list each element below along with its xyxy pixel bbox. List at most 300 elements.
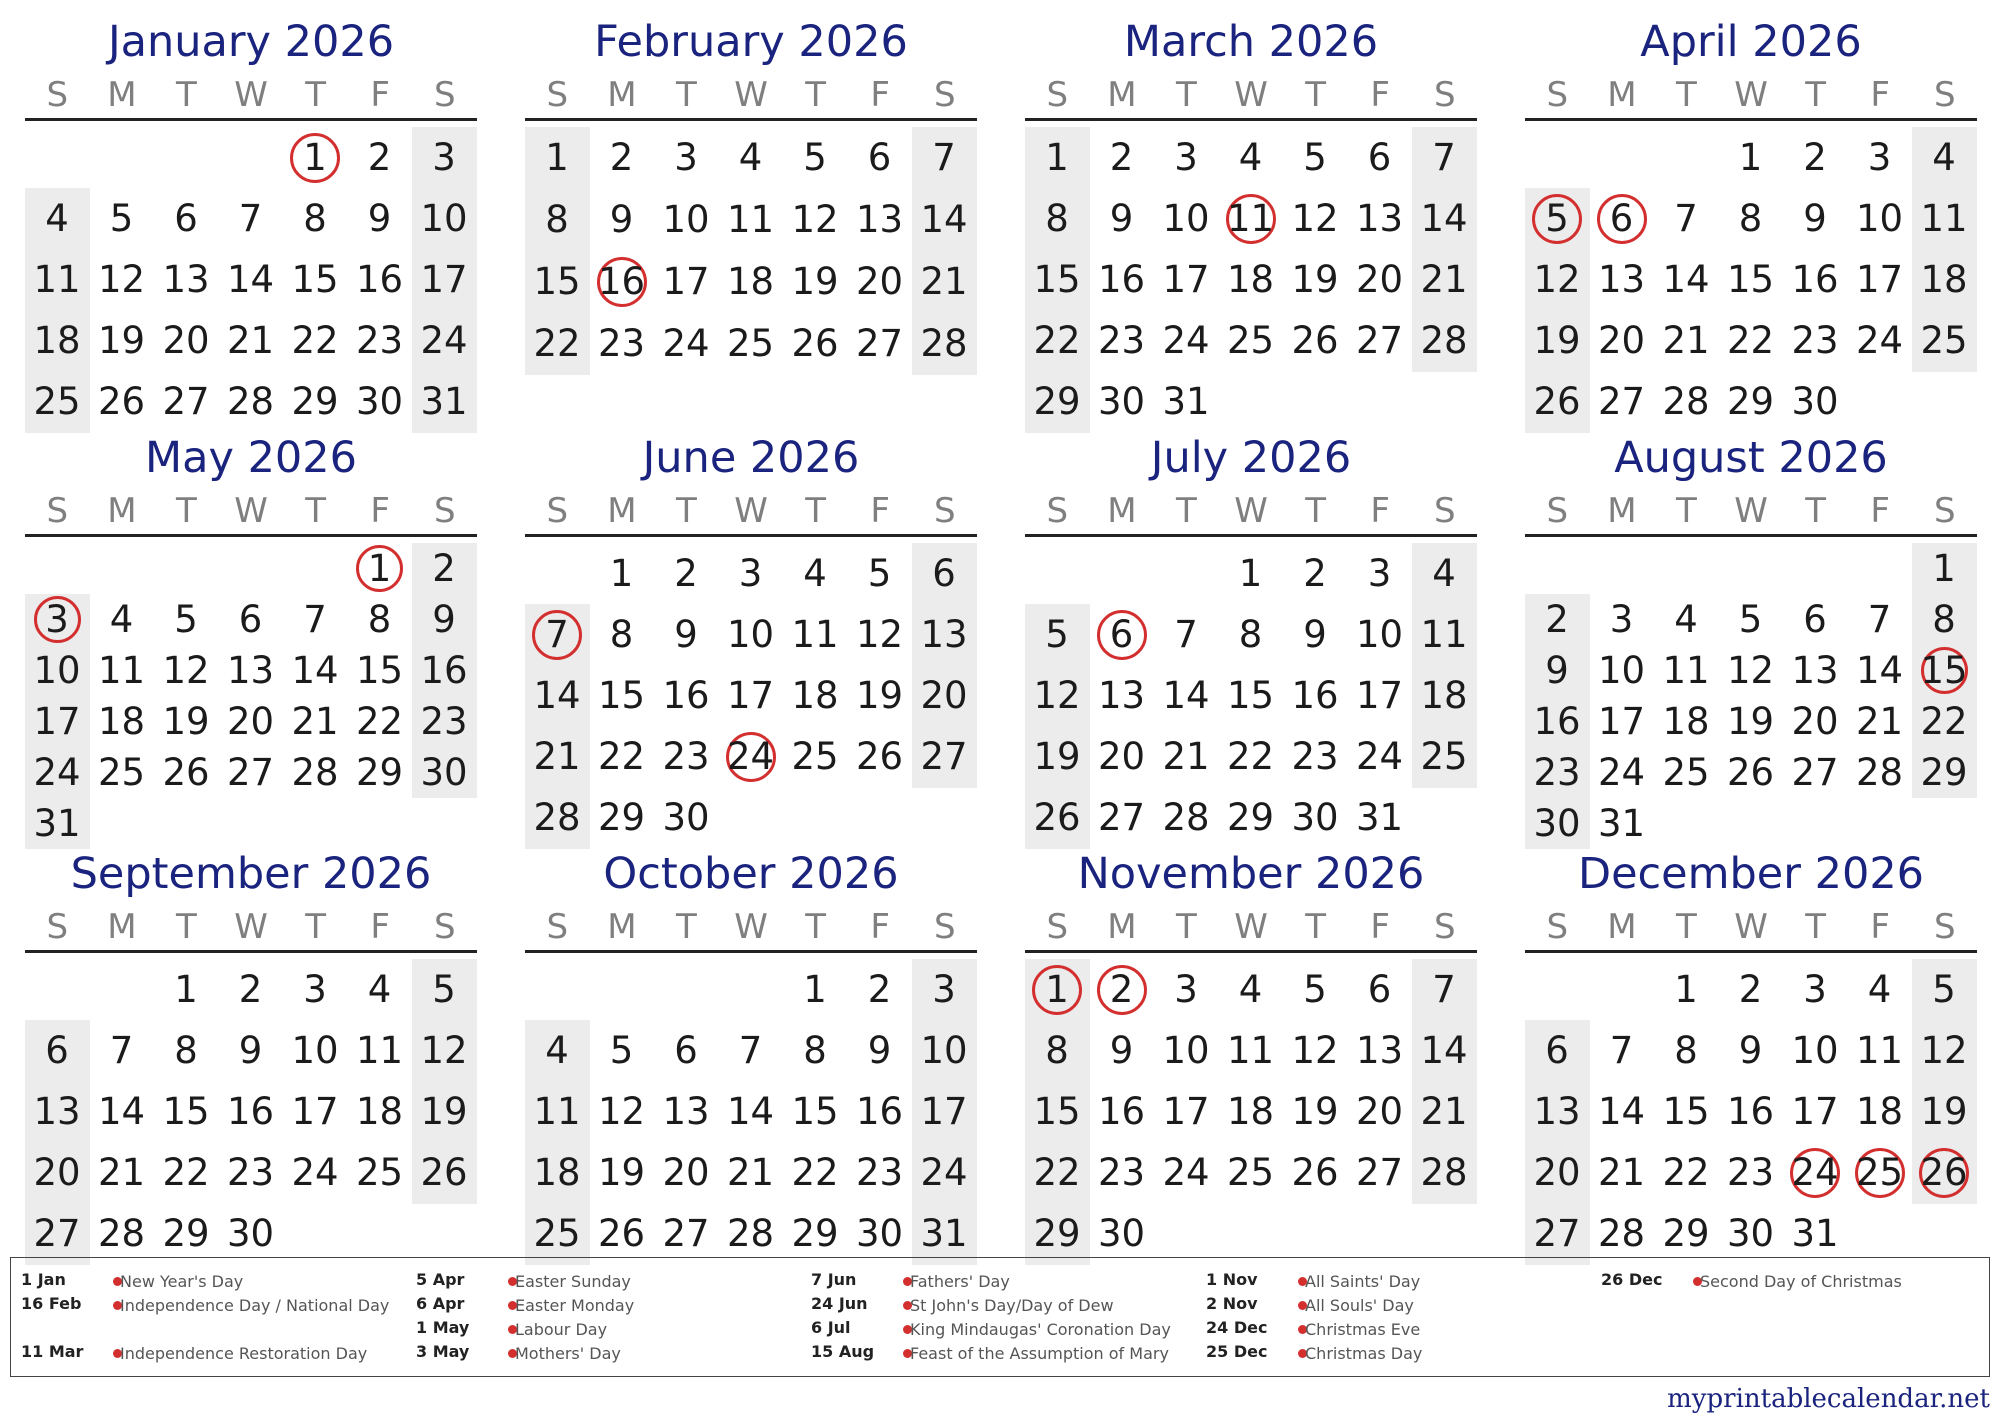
weekday-label: T bbox=[805, 907, 826, 947]
day-cell: 24 bbox=[1597, 750, 1646, 794]
day-cell: 17 bbox=[726, 674, 775, 717]
day-cell: 12 bbox=[1033, 674, 1081, 717]
day-cell: 22 bbox=[1033, 1151, 1081, 1195]
day-cell: 20 bbox=[1597, 319, 1646, 363]
day-cell: 26 bbox=[791, 322, 839, 365]
day-cell: 17 bbox=[920, 1090, 968, 1133]
day-cell: 13 bbox=[1355, 196, 1404, 240]
day-cell: 16 bbox=[1291, 674, 1339, 717]
day-cell: 28 bbox=[291, 750, 339, 794]
day-cell: 13 bbox=[162, 258, 210, 301]
day-cell: 15 bbox=[291, 258, 339, 301]
weekday-header bbox=[525, 488, 977, 534]
day-cell: 26 bbox=[420, 1151, 468, 1195]
month-title: April 2026 bbox=[1640, 17, 1862, 67]
legend-item bbox=[406, 1342, 796, 1366]
weekday-label: T bbox=[1676, 75, 1697, 115]
day-cell: 13 bbox=[226, 648, 275, 692]
day-cell: 10 bbox=[1355, 612, 1404, 656]
day-cell: 21 bbox=[920, 260, 968, 303]
day-cell: 6 bbox=[867, 136, 892, 179]
day-cell: 12 bbox=[1726, 648, 1775, 692]
weekday-label: W bbox=[1234, 75, 1268, 115]
month-days bbox=[525, 121, 977, 379]
day-cell: 27 bbox=[920, 735, 968, 779]
day-cell: 3 bbox=[1867, 135, 1892, 179]
legend-holiday-name: All Souls' Day bbox=[1305, 1296, 1414, 1315]
day-cell: 11 bbox=[33, 258, 81, 301]
weekday-label: F bbox=[1870, 491, 1890, 531]
day-cell: 12 bbox=[855, 612, 904, 656]
weekday-label: M bbox=[1107, 75, 1137, 115]
day-cell: 28 bbox=[1420, 319, 1468, 363]
day-cell: 1 bbox=[1738, 135, 1763, 179]
day-cell: 14 bbox=[226, 258, 275, 301]
day-cell: 1 bbox=[803, 967, 827, 1011]
weekday-label: T bbox=[1805, 75, 1826, 115]
legend-date: 25 Dec bbox=[1206, 1342, 1268, 1361]
weekday-label: T bbox=[176, 491, 197, 531]
month-days bbox=[25, 121, 477, 437]
day-cell: 25 bbox=[791, 735, 839, 779]
weekday-label: S bbox=[46, 491, 69, 531]
day-cell: 21 bbox=[726, 1151, 775, 1195]
day-cell: 28 bbox=[533, 796, 581, 840]
day-cell: 29 bbox=[291, 380, 339, 424]
day-cell: 4 bbox=[1674, 597, 1698, 641]
day-cell: 14 bbox=[1162, 674, 1210, 717]
legend-date: 5 Apr bbox=[416, 1270, 465, 1289]
day-cell: 1 bbox=[609, 551, 634, 595]
legend-item bbox=[406, 1318, 796, 1342]
weekday-label: S bbox=[433, 491, 456, 531]
weekday-label: F bbox=[1870, 75, 1890, 115]
day-cell: 25 bbox=[1226, 319, 1275, 363]
weekday-label: M bbox=[107, 491, 137, 531]
legend-holiday-name: Easter Monday bbox=[515, 1296, 635, 1315]
day-cell: 16 bbox=[1097, 258, 1146, 301]
day-cell: 3 bbox=[1174, 135, 1198, 179]
day-cell: 30 bbox=[1726, 1212, 1775, 1256]
day-cell: 22 bbox=[1726, 319, 1775, 363]
day-cell: 25 bbox=[355, 1151, 404, 1195]
day-cell: 15 bbox=[1226, 674, 1275, 717]
day-cell: 9 bbox=[867, 1028, 892, 1072]
weekday-header bbox=[1525, 904, 1977, 950]
day-cell: 5 bbox=[803, 136, 827, 179]
day-cell: 17 bbox=[1162, 258, 1210, 301]
day-cell: 3 bbox=[1803, 967, 1827, 1011]
day-cell: 4 bbox=[109, 597, 134, 641]
day-cell: 13 bbox=[1533, 1090, 1581, 1133]
day-cell: 8 bbox=[367, 597, 392, 641]
weekday-header bbox=[525, 904, 977, 950]
day-cell: 31 bbox=[920, 1212, 968, 1256]
day-cell: 5 bbox=[174, 597, 198, 641]
day-cell: 9 bbox=[1109, 196, 1134, 240]
day-cell: 29 bbox=[1033, 1212, 1081, 1256]
day-cell: 17 bbox=[1791, 1090, 1839, 1133]
weekday-header bbox=[25, 72, 477, 118]
day-cell: 12 bbox=[97, 258, 146, 301]
month-days bbox=[25, 537, 477, 853]
day-cell: 17 bbox=[1162, 1090, 1210, 1133]
day-cell: 13 bbox=[855, 198, 904, 241]
day-cell: 3 bbox=[1609, 597, 1634, 641]
day-cell: 27 bbox=[226, 750, 275, 794]
weekday-label: M bbox=[107, 75, 137, 115]
day-cell: 4 bbox=[803, 551, 827, 595]
day-cell: 22 bbox=[1662, 1151, 1710, 1195]
legend-holiday-name: Easter Sunday bbox=[515, 1272, 631, 1291]
day-cell: 18 bbox=[533, 1151, 581, 1195]
day-cell: 29 bbox=[1662, 1212, 1710, 1256]
day-cell: 13 bbox=[33, 1090, 81, 1133]
legend-holiday-name: Labour Day bbox=[515, 1320, 608, 1339]
weekday-label: M bbox=[607, 491, 637, 531]
weekday-label: S bbox=[1046, 75, 1069, 115]
day-cell: 16 bbox=[662, 674, 710, 717]
day-cell: 14 bbox=[1855, 648, 1904, 692]
weekday-label: S bbox=[46, 907, 69, 947]
day-cell: 19 bbox=[855, 674, 904, 717]
day-cell: 18 bbox=[355, 1090, 404, 1133]
legend-holiday-name: Christmas Eve bbox=[1305, 1320, 1421, 1339]
day-cell: 9 bbox=[432, 597, 456, 641]
day-cell: 25 bbox=[726, 322, 775, 365]
day-cell: 26 bbox=[1291, 319, 1339, 363]
day-cell: 31 bbox=[1355, 796, 1404, 840]
day-cell: 14 bbox=[1597, 1090, 1646, 1133]
day-cell: 7 bbox=[1432, 135, 1456, 179]
day-cell: 13 bbox=[920, 612, 968, 656]
day-cell: 27 bbox=[1097, 796, 1146, 840]
day-cell: 16 bbox=[1533, 699, 1581, 743]
day-cell: 22 bbox=[597, 735, 646, 779]
weekday-label: T bbox=[305, 75, 326, 115]
legend-date: 6 Jul bbox=[811, 1318, 851, 1337]
day-cell: 10 bbox=[1162, 1028, 1210, 1072]
day-cell: 9 bbox=[1803, 196, 1827, 240]
day-cell: 4 bbox=[367, 967, 392, 1011]
weekday-label: T bbox=[1176, 491, 1197, 531]
day-cell: 8 bbox=[1674, 1028, 1698, 1072]
weekday-label: T bbox=[1305, 491, 1326, 531]
day-cell: 9 bbox=[1738, 1028, 1763, 1072]
day-cell: 10 bbox=[1597, 648, 1646, 692]
day-cell: 25 bbox=[1920, 319, 1968, 363]
day-cell: 15 bbox=[1920, 648, 1968, 692]
day-cell: 19 bbox=[420, 1090, 468, 1133]
day-cell: 17 bbox=[33, 699, 81, 743]
day-cell: 26 bbox=[1533, 380, 1581, 424]
day-cell: 26 bbox=[1291, 1151, 1339, 1195]
weekday-label: S bbox=[1933, 75, 1956, 115]
day-cell: 19 bbox=[791, 260, 839, 303]
day-cell: 24 bbox=[662, 322, 710, 365]
day-cell: 9 bbox=[1109, 1028, 1134, 1072]
weekday-label: T bbox=[1305, 907, 1326, 947]
day-cell: 12 bbox=[1291, 1028, 1339, 1072]
day-cell: 29 bbox=[791, 1212, 839, 1256]
day-cell: 14 bbox=[533, 674, 581, 717]
legend-holiday-name: New Year's Day bbox=[120, 1272, 244, 1291]
day-cell: 10 bbox=[420, 196, 468, 240]
weekday-label: M bbox=[607, 907, 637, 947]
day-cell: 21 bbox=[1597, 1151, 1646, 1195]
day-cell: 28 bbox=[1855, 750, 1904, 794]
month-title: December 2026 bbox=[1577, 849, 1925, 899]
day-cell: 3 bbox=[45, 597, 69, 641]
month-title: October 2026 bbox=[603, 849, 899, 899]
day-cell: 27 bbox=[855, 322, 904, 365]
legend-date: 3 May bbox=[416, 1342, 470, 1361]
month-title: May 2026 bbox=[145, 433, 357, 483]
legend-holiday-name: King Mindaugas' Coronation Day bbox=[910, 1320, 1171, 1339]
legend-holiday-name: Second Day of Christmas bbox=[1700, 1272, 1902, 1291]
day-cell: 6 bbox=[45, 1028, 69, 1072]
day-cell: 1 bbox=[367, 546, 392, 590]
day-cell: 27 bbox=[1355, 319, 1404, 363]
day-cell: 24 bbox=[1791, 1151, 1839, 1195]
day-cell: 24 bbox=[291, 1151, 339, 1195]
weekday-label: S bbox=[1546, 491, 1569, 531]
weekday-label: F bbox=[1370, 75, 1390, 115]
day-cell: 21 bbox=[533, 735, 581, 779]
legend-holiday-name: Independence Day / National Day bbox=[120, 1296, 390, 1315]
day-cell: 20 bbox=[33, 1151, 81, 1195]
month-days bbox=[525, 537, 977, 853]
day-cell: 6 bbox=[1803, 597, 1827, 641]
day-cell: 18 bbox=[33, 319, 81, 363]
day-cell: 3 bbox=[1174, 967, 1198, 1011]
day-cell: 25 bbox=[1662, 750, 1710, 794]
legend-item bbox=[1196, 1318, 1586, 1342]
day-cell: 12 bbox=[1533, 258, 1581, 301]
legend-item bbox=[801, 1294, 1191, 1318]
day-cell: 27 bbox=[1533, 1212, 1581, 1256]
legend-date: 1 Nov bbox=[1206, 1270, 1258, 1289]
weekday-label: S bbox=[1046, 491, 1069, 531]
day-cell: 24 bbox=[420, 319, 468, 363]
month-days bbox=[1025, 953, 1477, 1269]
day-cell: 14 bbox=[726, 1090, 775, 1133]
day-cell: 21 bbox=[1420, 258, 1468, 301]
day-cell: 20 bbox=[1355, 1090, 1404, 1133]
day-cell: 30 bbox=[1291, 796, 1339, 840]
day-cell: 10 bbox=[920, 1028, 968, 1072]
day-cell: 26 bbox=[597, 1212, 646, 1256]
day-cell: 28 bbox=[226, 380, 275, 424]
legend-item bbox=[1591, 1270, 1981, 1294]
weekday-label: W bbox=[734, 907, 768, 947]
weekday-label: W bbox=[734, 75, 768, 115]
day-cell: 6 bbox=[1609, 196, 1634, 240]
month-title: January 2026 bbox=[107, 17, 395, 67]
day-cell: 10 bbox=[1791, 1028, 1839, 1072]
month-days bbox=[1025, 121, 1477, 437]
day-cell: 8 bbox=[1738, 196, 1763, 240]
day-cell: 20 bbox=[226, 699, 275, 743]
day-cell: 2 bbox=[1738, 967, 1763, 1011]
day-cell: 16 bbox=[226, 1090, 275, 1133]
day-cell: 18 bbox=[1226, 258, 1275, 301]
day-cell: 25 bbox=[1226, 1151, 1275, 1195]
day-cell: 3 bbox=[738, 551, 763, 595]
day-cell: 2 bbox=[1303, 551, 1327, 595]
day-cell: 11 bbox=[1855, 1028, 1904, 1072]
weekday-label: S bbox=[1933, 907, 1956, 947]
day-cell: 18 bbox=[1855, 1090, 1904, 1133]
month-title: June 2026 bbox=[642, 433, 860, 483]
day-cell: 18 bbox=[791, 674, 839, 717]
day-cell: 30 bbox=[1791, 380, 1839, 424]
legend-date: 2 Nov bbox=[1206, 1294, 1258, 1313]
day-cell: 4 bbox=[1238, 135, 1263, 179]
day-cell: 26 bbox=[1033, 796, 1081, 840]
day-cell: 7 bbox=[109, 1028, 134, 1072]
day-cell: 23 bbox=[1097, 1151, 1146, 1195]
weekday-label: M bbox=[1607, 75, 1637, 115]
day-cell: 21 bbox=[1662, 319, 1710, 363]
month-title: February 2026 bbox=[594, 17, 908, 67]
day-cell: 10 bbox=[1855, 196, 1904, 240]
weekday-label: T bbox=[305, 491, 326, 531]
day-cell: 22 bbox=[1226, 735, 1275, 779]
day-cell: 1 bbox=[1045, 135, 1069, 179]
day-cell: 4 bbox=[1932, 135, 1956, 179]
day-cell: 23 bbox=[1291, 735, 1339, 779]
weekday-label: T bbox=[805, 491, 826, 531]
day-cell: 2 bbox=[674, 551, 698, 595]
day-cell: 8 bbox=[803, 1028, 827, 1072]
day-cell: 12 bbox=[1291, 196, 1339, 240]
day-cell: 12 bbox=[162, 648, 210, 692]
day-cell: 30 bbox=[1533, 801, 1581, 845]
day-cell: 19 bbox=[97, 319, 146, 363]
day-cell: 7 bbox=[545, 612, 569, 656]
day-cell: 5 bbox=[609, 1028, 634, 1072]
weekday-label: T bbox=[176, 907, 197, 947]
day-cell: 29 bbox=[162, 1212, 210, 1256]
day-cell: 28 bbox=[1662, 380, 1710, 424]
weekday-label: F bbox=[1370, 907, 1390, 947]
day-cell: 4 bbox=[1432, 551, 1456, 595]
day-cell: 25 bbox=[97, 750, 146, 794]
legend-item bbox=[801, 1270, 1191, 1294]
day-cell: 28 bbox=[1162, 796, 1210, 840]
day-cell: 28 bbox=[97, 1212, 146, 1256]
day-cell: 23 bbox=[355, 319, 404, 363]
day-cell: 17 bbox=[291, 1090, 339, 1133]
weekday-label: S bbox=[546, 907, 569, 947]
day-cell: 27 bbox=[1355, 1151, 1404, 1195]
day-cell: 3 bbox=[432, 135, 456, 179]
weekday-label: W bbox=[1734, 907, 1768, 947]
day-cell: 24 bbox=[33, 750, 81, 794]
day-cell: 23 bbox=[1726, 1151, 1775, 1195]
day-cell: 27 bbox=[662, 1212, 710, 1256]
day-cell: 12 bbox=[420, 1028, 468, 1072]
day-cell: 19 bbox=[1533, 319, 1581, 363]
weekday-label: S bbox=[1933, 491, 1956, 531]
weekday-label: T bbox=[1676, 491, 1697, 531]
day-cell: 26 bbox=[1726, 750, 1775, 794]
weekday-label: T bbox=[1305, 75, 1326, 115]
day-cell: 4 bbox=[545, 1028, 569, 1072]
day-cell: 28 bbox=[726, 1212, 775, 1256]
day-cell: 3 bbox=[303, 967, 327, 1011]
legend-item bbox=[801, 1318, 1191, 1342]
weekday-label: F bbox=[1870, 907, 1890, 947]
day-cell: 18 bbox=[97, 699, 146, 743]
day-cell: 9 bbox=[674, 612, 698, 656]
day-cell: 11 bbox=[355, 1028, 404, 1072]
legend-holiday-name: Independence Restoration Day bbox=[120, 1344, 368, 1363]
legend-item bbox=[11, 1342, 401, 1366]
day-cell: 25 bbox=[1420, 735, 1468, 779]
day-cell: 17 bbox=[1855, 258, 1904, 301]
day-cell: 19 bbox=[1291, 258, 1339, 301]
day-cell: 30 bbox=[226, 1212, 275, 1256]
day-cell: 6 bbox=[1367, 135, 1392, 179]
day-cell: 13 bbox=[1097, 674, 1146, 717]
day-cell: 17 bbox=[1355, 674, 1404, 717]
day-cell: 23 bbox=[662, 735, 710, 779]
weekday-label: S bbox=[433, 75, 456, 115]
day-cell: 13 bbox=[1597, 258, 1646, 301]
day-cell: 19 bbox=[597, 1151, 646, 1195]
day-cell: 19 bbox=[162, 699, 210, 743]
weekday-label: W bbox=[1734, 75, 1768, 115]
weekday-header bbox=[525, 72, 977, 118]
weekday-label: F bbox=[370, 75, 390, 115]
weekday-label: W bbox=[234, 491, 268, 531]
day-cell: 8 bbox=[1045, 1028, 1069, 1072]
day-cell: 24 bbox=[1855, 319, 1904, 363]
legend-column bbox=[406, 1258, 796, 1378]
day-cell: 1 bbox=[545, 136, 569, 179]
holiday-legend bbox=[10, 1257, 1990, 1377]
day-cell: 7 bbox=[1609, 1028, 1634, 1072]
weekday-label: S bbox=[46, 75, 69, 115]
day-cell: 30 bbox=[355, 380, 404, 424]
weekday-header bbox=[1025, 72, 1477, 118]
weekday-label: F bbox=[870, 491, 890, 531]
day-cell: 15 bbox=[1033, 1090, 1081, 1133]
legend-date: 11 Mar bbox=[21, 1342, 84, 1361]
legend-item bbox=[1196, 1270, 1586, 1294]
day-cell: 7 bbox=[1174, 612, 1198, 656]
weekday-header bbox=[1025, 488, 1477, 534]
legend-column bbox=[801, 1258, 1191, 1378]
legend-holiday-name: Fathers' Day bbox=[910, 1272, 1010, 1291]
weekday-label: T bbox=[805, 75, 826, 115]
weekday-label: T bbox=[1805, 491, 1826, 531]
day-cell: 9 bbox=[367, 196, 392, 240]
weekday-label: W bbox=[734, 491, 768, 531]
day-cell: 6 bbox=[1109, 612, 1134, 656]
weekday-header bbox=[1525, 72, 1977, 118]
day-cell: 21 bbox=[97, 1151, 146, 1195]
day-cell: 22 bbox=[533, 322, 581, 365]
day-cell: 30 bbox=[420, 750, 468, 794]
day-cell: 7 bbox=[303, 597, 327, 641]
day-cell: 11 bbox=[1226, 1028, 1275, 1072]
day-cell: 7 bbox=[932, 136, 956, 179]
weekday-label: S bbox=[1433, 75, 1456, 115]
day-cell: 23 bbox=[1097, 319, 1146, 363]
